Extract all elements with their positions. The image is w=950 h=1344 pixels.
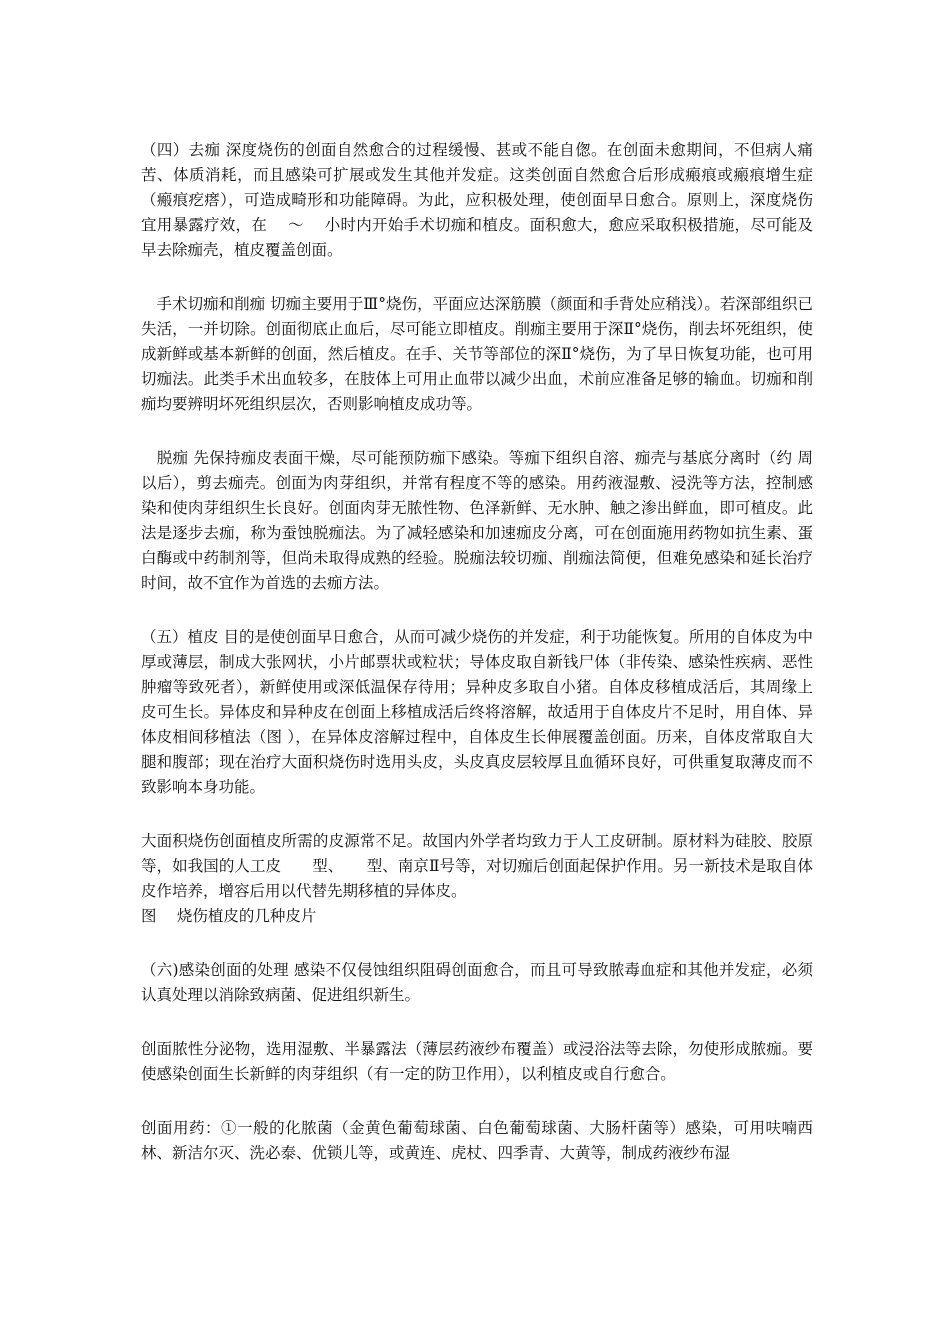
paragraph-surgical-excision: 手术切痂和削痂 切痂主要用于Ⅲ°烧伤，平面应达深筋膜（颜面和手背处应稍浅）。若深部组织已失活，一并切除。创面彻底止血后，尽可能立即植皮。削痂主要用于深Ⅱ°烧伤，削去坏死组织，使成新鲜或基本新鲜的创面，然后植皮。在手、关节等部位的深Ⅱ°烧伤，为了早日恢复功能，也可用切痂法。此类手术出血较多，在肢体上可用止血带以减少出血，术前应准备足够的输血。切痂和削痂均要辨明坏死组织层次，否则影响植皮成功等。 bbox=[141, 295, 813, 413]
paragraph-eschar-separation: 脱痂 先保持痂皮表面干燥，尽可能预防痂下感染。等痂下组织自溶、痂壳与基底分离时（约 周以后），剪去痂壳。创面为肉芽组织，并常有程度不等的感染。用药液湿敷、浸洗等方法，控制感染和使肉芽组织生长良好。创面肉芽无脓性物、色泽新鲜、无水肿、触之渗出鲜血，即可植皮。此法是逐步去痂，称为蚕蚀脱痂法。为了减轻感染和加速痂皮分离，可在创面施用药物如抗生素、蛋白酶或中药制剂等，但尚未取得成熟的经验。脱痂法较切痂、削痂法简便，但难免感染和延长治疗时间，故不宜作为首选的去痂方法。 bbox=[141, 449, 813, 592]
paragraph-skin-grafting: （五）植皮 目的是使创面早日愈合，从而可减少烧伤的并发症，利于功能恢复。所用的自体皮为中厚或薄层，制成大张网状，小片邮票状或粒状；导体皮取自新钱尸体（非传染、感染性疾病、恶性肿瘤等致死者），新鲜使用或深低温保存待用；异种皮多取自小猪。自体皮移植成活后，其周缘上皮可生长。异体皮和异种皮在创面上移植成活后终将溶解，故适用于自体皮片不足时，用自体、异体皮相间移植法（图 ），在异体皮溶解过程中，自体皮生长伸展覆盖创面。历来，自体皮常取自大腿和腹部；现在治疗大面积烧伤时选用头皮，头皮真皮层较厚且血循环良好，可供重复取薄皮而不致影响本身功能。 bbox=[141, 628, 813, 796]
figure-caption: 图 烧伤植皮的几种皮片 bbox=[141, 907, 317, 925]
paragraph-purulent-secretion: 创面脓性分泌物，选用湿敷、半暴露法（薄层药液纱布覆盖）或浸浴法等去除，勿使形成脓痂。要使感染创面生长新鲜的肉芽组织（有一定的防卫作用），以利植皮或自行愈合。 bbox=[141, 1040, 813, 1083]
paragraph-debridement: （四）去痂 深度烧伤的创面自然愈合的过程缓慢、甚或不能自偬。在创面未愈期间，不但病人痛苦、体质消耗，而且感染可扩展或发生其他并发症。这类创面自然愈合后形成瘢痕或瘢痕增生症（瘢痕疙瘩），可造成畸形和功能障碍。为此，应积极处理，使创面早日愈合。原则上，深度烧伤宜用暴露疗效，在 ～ 小时内开始手术切痂和植皮。面积愈大，愈应采取积极措施，尽可能及早去除痂壳，植皮覆盖创面。 bbox=[141, 141, 813, 259]
document-page bbox=[141, 138, 813, 1166]
paragraph-wound-medication: 创面用药：①一般的化脓菌（金黄色葡萄球菌、白色葡萄球菌、大肠杆菌等）感染，可用呋喃西林、新洁尔灭、洗必泰、优锁儿等，或黄连、虎杖、四季青、大黄等，制成药液纱布湿 bbox=[141, 1119, 813, 1162]
paragraph-infected-wound: （六)感染创面的处理 感染不仅侵蚀组织阻碍创面愈合，而且可导致脓毒血症和其他并发症，必须认真处理以消除致病菌、促进组织新生。 bbox=[141, 961, 813, 1004]
paragraph-artificial-skin: 大面积烧伤创面植皮所需的皮源常不足。故国内外学者均致力于人工皮研制。原材料为硅胶、胶原等，如我国的人工皮 型、 型、南京Ⅱ号等，对切痂后创面起保护作用。另一新技术是取自体皮作培养，增容后用以代替先期移植的异体皮。 bbox=[141, 832, 813, 900]
